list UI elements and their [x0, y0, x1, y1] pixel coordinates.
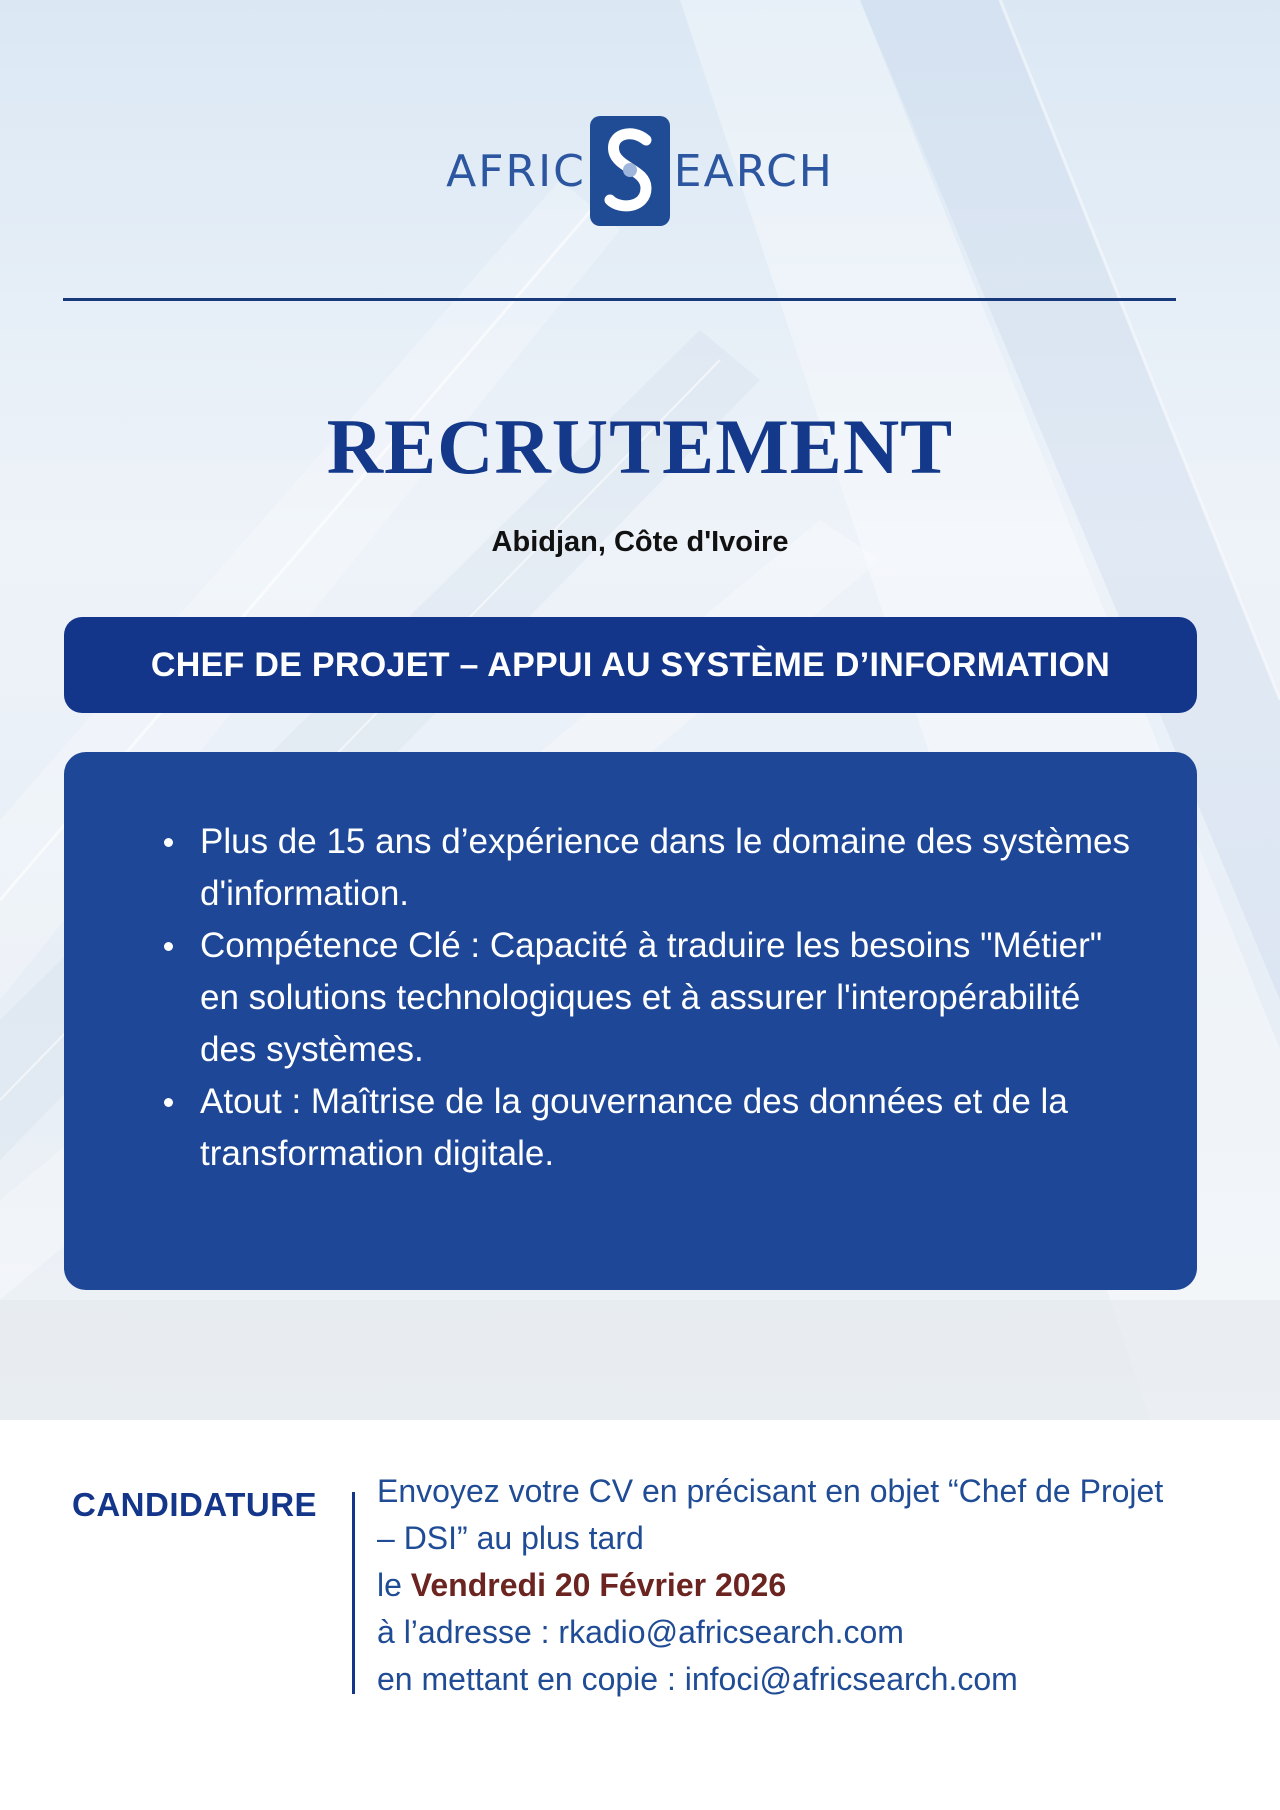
- s-monogram-icon: [590, 116, 670, 226]
- requirements-list: [164, 816, 1137, 1180]
- application-cc-email[interactable]: en mettant en copie : infoci@africsearch.com: [377, 1661, 1018, 1697]
- logo-left-text: AFRIC: [446, 145, 586, 197]
- header-divider: [63, 298, 1176, 301]
- application-deadline: Vendredi 20 Février 2026: [410, 1567, 787, 1603]
- position-banner: [64, 617, 1197, 713]
- logo-right-text: EARCH: [673, 145, 834, 197]
- page-title: RECRUTEMENT: [326, 403, 954, 490]
- application-line-deadline: [377, 1562, 1177, 1609]
- deadline-prefix: le: [377, 1567, 411, 1603]
- application-label: CANDIDATURE: [72, 1486, 318, 1523]
- requirement-item: Compétence Clé : Capacité à traduire les besoins "Métier" en solutions technologiques et à assurer l'interopérabilité des systèmes.: [164, 920, 1137, 1076]
- requirement-item: Plus de 15 ans d’expérience dans le domaine des systèmes d'information.: [164, 816, 1137, 920]
- application-instructions: [377, 1468, 1177, 1703]
- requirements-card: [64, 752, 1197, 1290]
- application-divider: [352, 1492, 355, 1694]
- position-title: CHEF DE PROJET – APPUI AU SYSTÈME D’INFORMATION: [150, 645, 1111, 684]
- application-line-subject: Envoyez votre CV en précisant en objet “Chef de Projet – DSI” au plus tard: [377, 1473, 1164, 1556]
- application-email[interactable]: à l’adresse : rkadio@africsearch.com: [377, 1614, 904, 1650]
- requirement-item: Atout : Maîtrise de la gouvernance des données et de la transformation digitale.: [164, 1076, 1137, 1180]
- africsearch-logo: [0, 116, 1280, 226]
- job-location: Abidjan, Côte d'Ivoire: [491, 526, 789, 558]
